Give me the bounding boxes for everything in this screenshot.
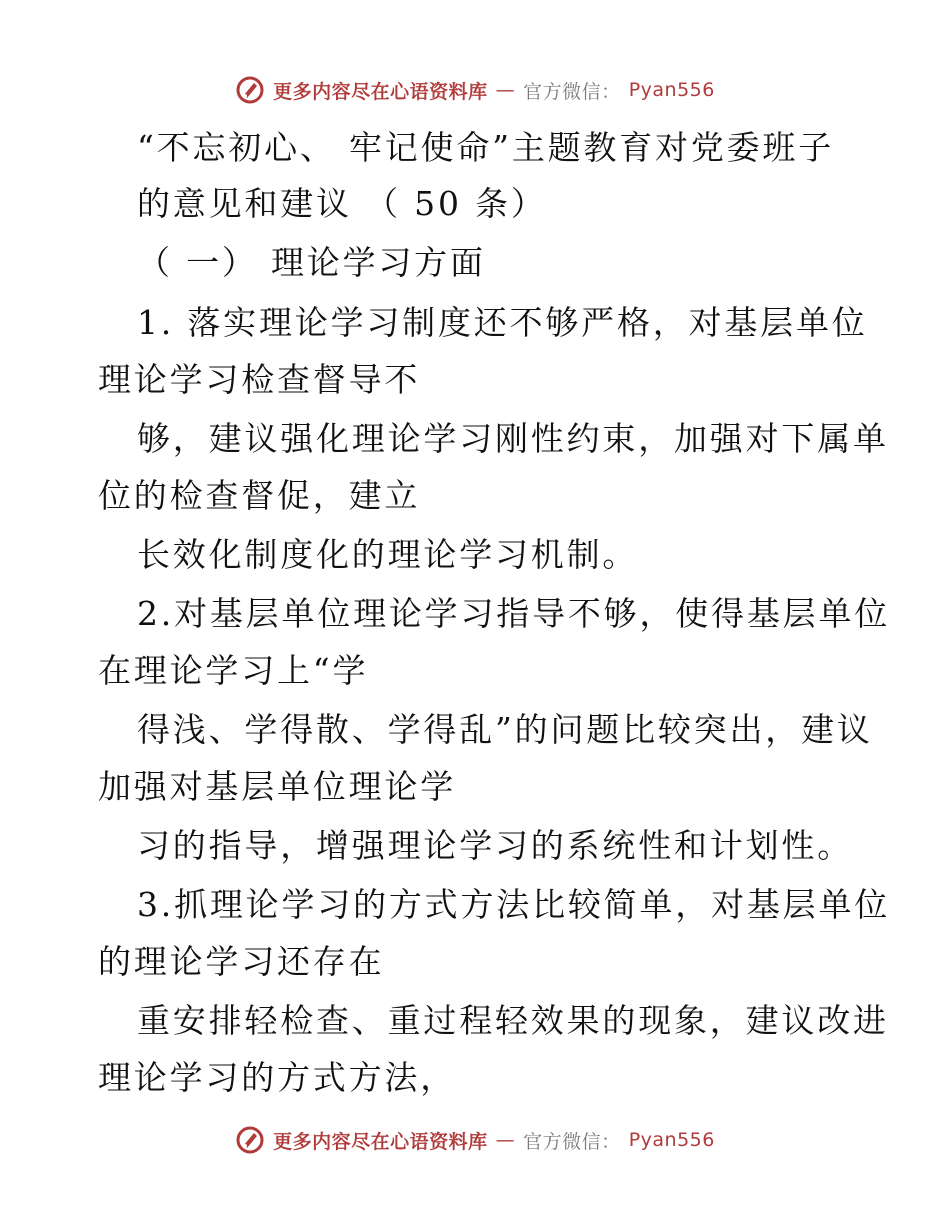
watermark-wechat-label: 官方微信： [523, 1130, 621, 1153]
watermark-dash: — [495, 79, 516, 101]
paragraph-line: 2.对基层单位理论学习指导不够，使得基层单位 [137, 594, 891, 633]
paragraph-line: 1. 落实理论学习制度还不够严格，对基层单位 [137, 303, 868, 342]
paragraph-line: 的理论学习还存在 [98, 942, 385, 981]
paragraph-line: 理论学习的方式方法， [98, 1058, 456, 1097]
paragraph-line: 长效化制度化的理论学习机制。 [137, 535, 639, 574]
paragraph-line: 重安排轻检查、重过程轻效果的现象，建议改进 [137, 1001, 889, 1040]
paragraph-line: 够，建议强化理论学习刚性约束，加强对下属单 [137, 419, 889, 458]
document-title-line-1: “不忘初心、 牢记使命”主题教育对党委班子 [137, 128, 835, 167]
watermark-wechat-id: Pyan556 [628, 79, 715, 101]
watermark-wechat-id: Pyan556 [628, 1129, 715, 1151]
paragraph-line: 在理论学习上“学 [98, 651, 369, 690]
paragraph-line: 加强对基层单位理论学 [98, 767, 456, 806]
watermark-banner-top [0, 70, 950, 110]
paragraph-line: 习的指导，增强理论学习的系统性和计划性。 [137, 826, 853, 865]
watermark-banner-bottom [0, 1120, 950, 1160]
paragraph-line: 位的检查督促，建立 [98, 476, 421, 515]
document-title-line-2: 的意见和建议 （ 50 条） [137, 184, 547, 223]
watermark-dash: — [495, 1129, 516, 1151]
watermark-site-text: 更多内容尽在心语资料库 [273, 80, 488, 103]
paragraph-line: 得浅、学得散、学得乱”的问题比较突出，建议 [137, 710, 873, 749]
paragraph-line: 理论学习检查督导不 [98, 360, 421, 399]
watermark-wechat-label: 官方微信： [523, 80, 621, 103]
pen-seal-logo-icon [235, 1125, 265, 1155]
section-heading: （ 一） 理论学习方面 [137, 243, 486, 282]
pen-seal-logo-icon [235, 75, 265, 105]
watermark-site-text: 更多内容尽在心语资料库 [273, 1130, 488, 1153]
paragraph-line: 3.抓理论学习的方式方法比较简单，对基层单位 [137, 885, 891, 924]
